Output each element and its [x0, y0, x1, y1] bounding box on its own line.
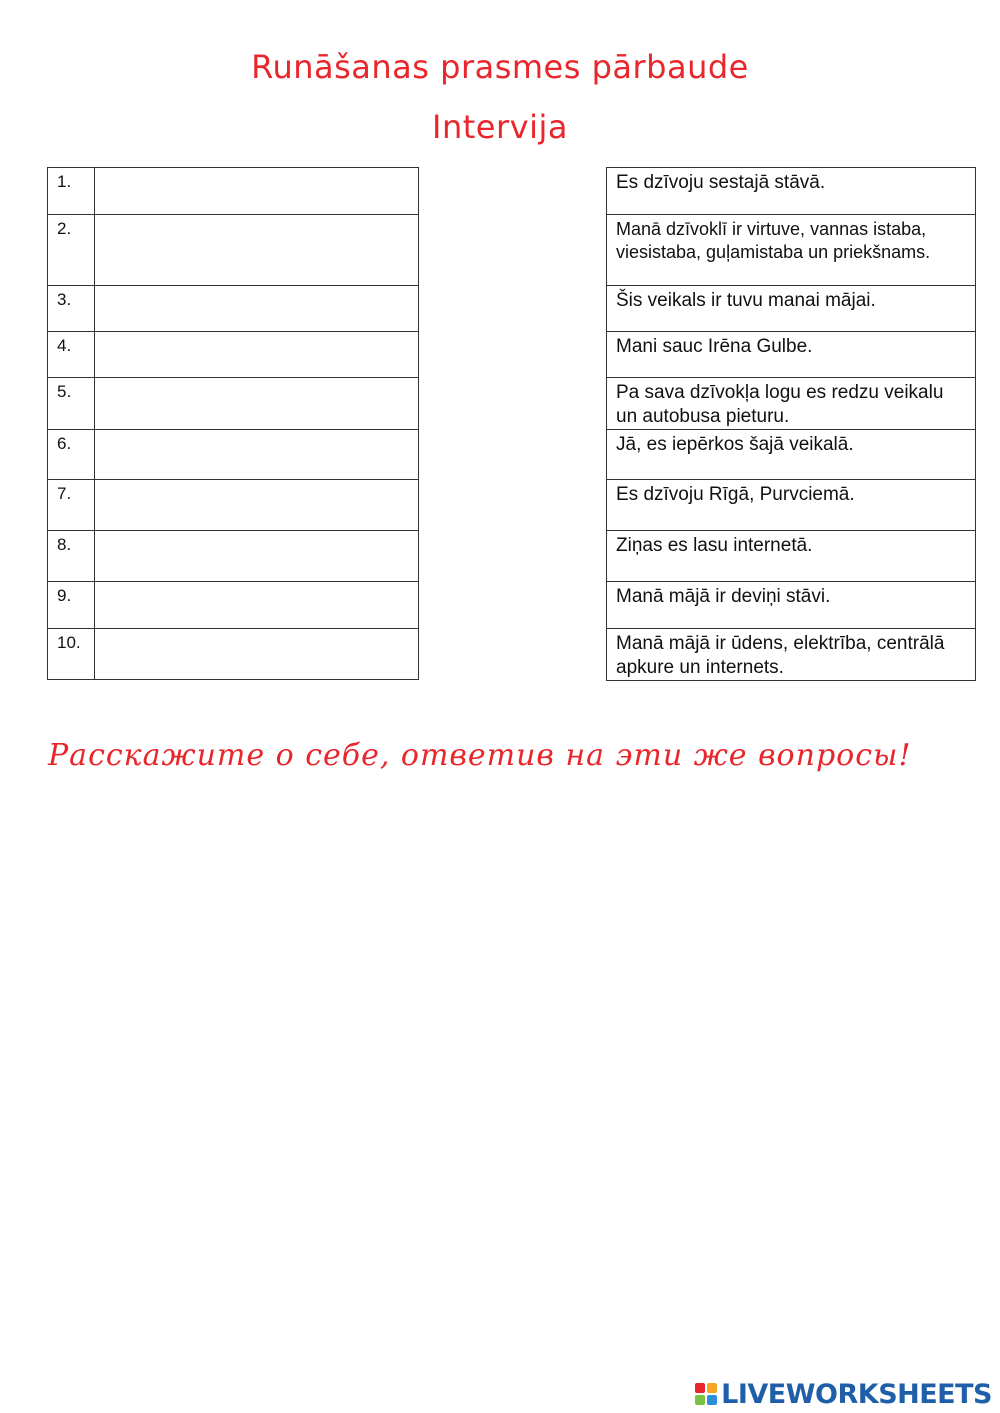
page-title: Runāšanas prasmes pārbaude: [251, 48, 749, 86]
answer-card[interactable]: Mani sauc Irēna Gulbe.: [607, 332, 976, 378]
question-drop-field[interactable]: [95, 286, 419, 332]
answer-row: [607, 629, 976, 681]
question-row: [48, 582, 419, 629]
answer-row: [607, 168, 976, 215]
question-drop-field[interactable]: [95, 430, 419, 480]
answer-row: [607, 430, 976, 480]
answer-card[interactable]: Manā mājā ir ūdens, elektrība, centrālā apkure un internets.: [607, 629, 976, 681]
answer-row: [607, 332, 976, 378]
question-number: 6.: [48, 430, 95, 480]
question-row: [48, 286, 419, 332]
answer-row: [607, 286, 976, 332]
answer-card[interactable]: Ziņas es lasu internetā.: [607, 531, 976, 582]
question-number: 1.: [48, 168, 95, 215]
question-number: 10.: [48, 629, 95, 680]
question-drop-field[interactable]: [95, 168, 419, 215]
question-drop-field[interactable]: [95, 378, 419, 430]
answer-row: [607, 531, 976, 582]
question-table: [47, 167, 419, 680]
answer-card[interactable]: Jā, es iepērkos šajā veikalā.: [607, 430, 976, 480]
question-number: 2.: [48, 215, 95, 286]
question-drop-field[interactable]: [95, 582, 419, 629]
logo-icon: [695, 1383, 717, 1405]
logo-square: [707, 1395, 717, 1405]
question-drop-field[interactable]: [95, 629, 419, 680]
question-row: [48, 531, 419, 582]
answer-row: [607, 215, 976, 286]
logo-square: [707, 1383, 717, 1393]
question-drop-field[interactable]: [95, 480, 419, 531]
answer-row: [607, 378, 976, 430]
logo-text: LIVEWORKSHEETS: [721, 1378, 992, 1410]
question-drop-field[interactable]: [95, 215, 419, 286]
logo-square: [695, 1395, 705, 1405]
question-number: 4.: [48, 332, 95, 378]
logo-square: [695, 1383, 705, 1393]
answer-row: [607, 582, 976, 629]
question-row: [48, 430, 419, 480]
question-number: 7.: [48, 480, 95, 531]
question-number: 3.: [48, 286, 95, 332]
question-number: 8.: [48, 531, 95, 582]
question-row: [48, 215, 419, 286]
answer-card[interactable]: Es dzīvoju Rīgā, Purvciemā.: [607, 480, 976, 531]
question-drop-field[interactable]: [95, 531, 419, 582]
instruction-text: Расскажите о себе, ответив на эти же вопросы!: [48, 738, 912, 773]
answer-card[interactable]: Manā dzīvoklī ir virtuve, vannas istaba, viesistaba, guļamistaba un priekšnams.: [607, 215, 976, 286]
question-row: [48, 480, 419, 531]
liveworksheets-logo: [695, 1378, 992, 1410]
page-subtitle: Intervija: [432, 108, 568, 146]
question-number: 9.: [48, 582, 95, 629]
question-number: 5.: [48, 378, 95, 430]
answer-card[interactable]: Es dzīvoju sestajā stāvā.: [607, 168, 976, 215]
question-row: [48, 378, 419, 430]
answer-card[interactable]: Manā mājā ir deviņi stāvi.: [607, 582, 976, 629]
question-row: [48, 629, 419, 680]
answer-table: [606, 167, 976, 681]
question-row: [48, 168, 419, 215]
question-drop-field[interactable]: [95, 332, 419, 378]
answer-card[interactable]: Šis veikals ir tuvu manai mājai.: [607, 286, 976, 332]
answer-row: [607, 480, 976, 531]
answer-card[interactable]: Pa sava dzīvokļa logu es redzu veikalu un autobusa pieturu.: [607, 378, 976, 430]
question-row: [48, 332, 419, 378]
